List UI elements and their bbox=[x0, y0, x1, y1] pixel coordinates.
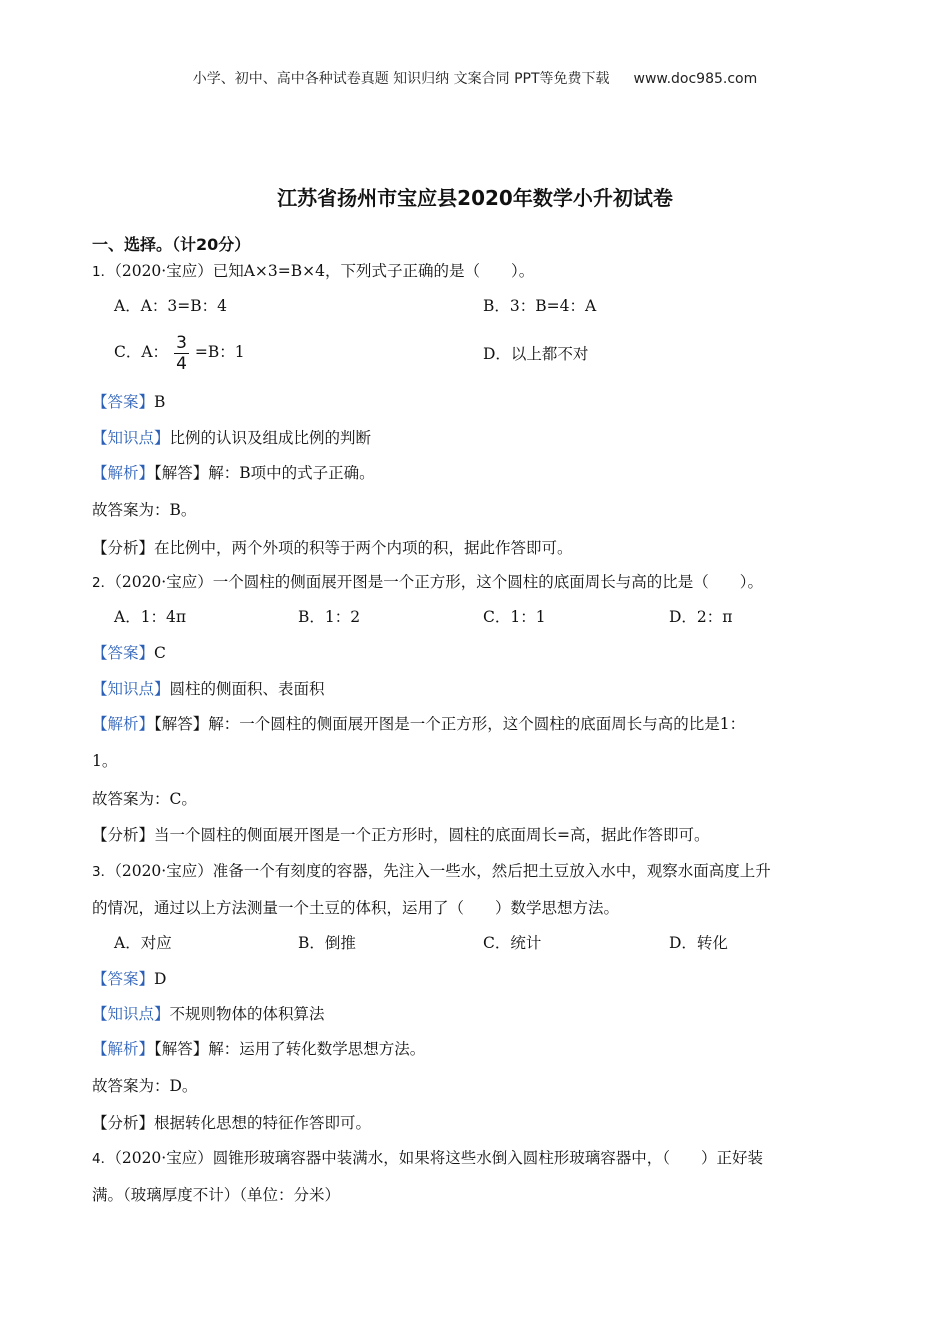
question-text: （2020·宝应）已知A×3=B×4，下列式子正确的是（ ）。 bbox=[114, 262, 535, 280]
note-tag: 【分析】 bbox=[92, 539, 155, 557]
solution-tag: 【解析】 bbox=[92, 1040, 155, 1058]
q1-knowledge bbox=[92, 426, 371, 448]
q3-final: 故答案为：D。 bbox=[92, 1077, 198, 1095]
note-text: 在比例中，两个外项的积等于两个内项的积，据此作答即可。 bbox=[154, 539, 573, 557]
q1-note bbox=[92, 536, 573, 558]
solution-tag: 【解析】 bbox=[92, 464, 155, 482]
knowledge-tag: 【知识点】 bbox=[92, 680, 170, 698]
section-heading: 一、选择。（计20分） bbox=[92, 235, 251, 254]
q1-solution bbox=[92, 461, 375, 483]
q2-option-d: D．2：π bbox=[669, 608, 733, 626]
q2-note bbox=[92, 823, 710, 845]
page-title: 江苏省扬州市宝应县2020年数学小升初试卷 bbox=[277, 186, 673, 210]
note-tag: 【分析】 bbox=[92, 1114, 155, 1132]
answer-tag: 【答案】 bbox=[92, 393, 155, 411]
q2-knowledge bbox=[92, 677, 325, 699]
q3-note bbox=[92, 1111, 371, 1133]
note-text: 根据转化思想的特征作答即可。 bbox=[154, 1114, 372, 1132]
solution-text: 【解答】解：一个圆柱的侧面展开图是一个正方形，这个圆柱的底面周长与高的比是1： bbox=[154, 715, 746, 733]
answer-value: B bbox=[154, 393, 166, 411]
q3-solution bbox=[92, 1037, 425, 1059]
question-text: （2020·宝应）准备一个有刻度的容器，先注入一些水，然后把土豆放入水中，观察水面高度上升 bbox=[114, 862, 771, 880]
solution-tag: 【解析】 bbox=[92, 715, 155, 733]
q2-solution bbox=[92, 712, 745, 734]
question-2-stem bbox=[92, 570, 763, 592]
solution-text: 【解答】解：B项中的式子正确。 bbox=[154, 464, 375, 482]
note-text: 当一个圆柱的侧面展开图是一个正方形时，圆柱的底面周长=高，据此作答即可。 bbox=[154, 826, 710, 844]
answer-value: C bbox=[154, 644, 166, 662]
question-3-stem-cont: 的情况，通过以上方法测量一个土豆的体积，运用了（ ）数学思想方法。 bbox=[92, 899, 620, 917]
knowledge-text: 圆柱的侧面积、表面积 bbox=[169, 680, 325, 698]
q1-option-d: D．以上都不对 bbox=[483, 345, 589, 363]
question-4-stem bbox=[92, 1146, 763, 1168]
q2-option-a: A．1：4π bbox=[114, 608, 187, 626]
question-number: 1． bbox=[92, 264, 115, 280]
knowledge-text: 不规则物体的体积算法 bbox=[169, 1005, 325, 1023]
note-tag: 【分析】 bbox=[92, 826, 155, 844]
page-header bbox=[0, 68, 950, 88]
knowledge-tag: 【知识点】 bbox=[92, 1005, 170, 1023]
answer-tag: 【答案】 bbox=[92, 970, 155, 988]
question-text: （2020·宝应）圆锥形玻璃容器中装满水，如果将这些水倒入圆柱形玻璃容器中，（ ）正好装 bbox=[114, 1149, 763, 1167]
fraction-denominator: 4 bbox=[176, 353, 187, 374]
question-1-stem bbox=[92, 259, 534, 281]
q3-knowledge bbox=[92, 1002, 325, 1024]
q1-option-b: B．3：B=4：A bbox=[483, 297, 597, 315]
question-text: （2020·宝应）一个圆柱的侧面展开图是一个正方形，这个圆柱的底面周长与高的比是（ ）。 bbox=[114, 573, 763, 591]
q2-option-b: B．1：2 bbox=[298, 608, 361, 626]
q3-option-a: A．对应 bbox=[114, 934, 172, 952]
q3-option-d: D．转化 bbox=[669, 934, 728, 952]
header-text: 小学、初中、高中各种试卷真题 知识归纳 文案合同 PPT等免费下载 bbox=[192, 71, 610, 87]
q1-final: 故答案为：B。 bbox=[92, 501, 197, 519]
q1-option-c-prefix: C．A： bbox=[114, 343, 169, 361]
knowledge-text: 比例的认识及组成比例的判断 bbox=[169, 429, 372, 447]
knowledge-tag: 【知识点】 bbox=[92, 429, 170, 447]
q1-option-c bbox=[114, 331, 245, 374]
question-number: 3． bbox=[92, 864, 115, 880]
q3-option-c: C．统计 bbox=[483, 934, 542, 952]
q1-option-c-suffix: =B：1 bbox=[194, 343, 245, 361]
q3-option-b: B．倒推 bbox=[298, 934, 356, 952]
q3-answer bbox=[92, 967, 166, 989]
q1-option-a: A．A：3=B：4 bbox=[114, 297, 227, 315]
q2-final: 故答案为：C。 bbox=[92, 790, 197, 808]
question-3-stem bbox=[92, 859, 771, 881]
q1-answer bbox=[92, 390, 165, 412]
question-number: 2． bbox=[92, 575, 115, 591]
fraction bbox=[174, 333, 189, 374]
answer-value: D bbox=[154, 970, 167, 988]
question-number: 4． bbox=[92, 1151, 115, 1167]
q2-solution-cont: 1。 bbox=[92, 752, 118, 770]
q2-option-c: C．1：1 bbox=[483, 608, 546, 626]
header-url[interactable]: www.doc985.com bbox=[633, 71, 758, 87]
fraction-numerator: 3 bbox=[176, 332, 187, 353]
question-4-stem-cont: 满。（玻璃厚度不计）（单位：分米） bbox=[92, 1186, 341, 1204]
solution-text: 【解答】解：运用了转化数学思想方法。 bbox=[154, 1040, 426, 1058]
q2-answer bbox=[92, 641, 166, 663]
answer-tag: 【答案】 bbox=[92, 644, 155, 662]
